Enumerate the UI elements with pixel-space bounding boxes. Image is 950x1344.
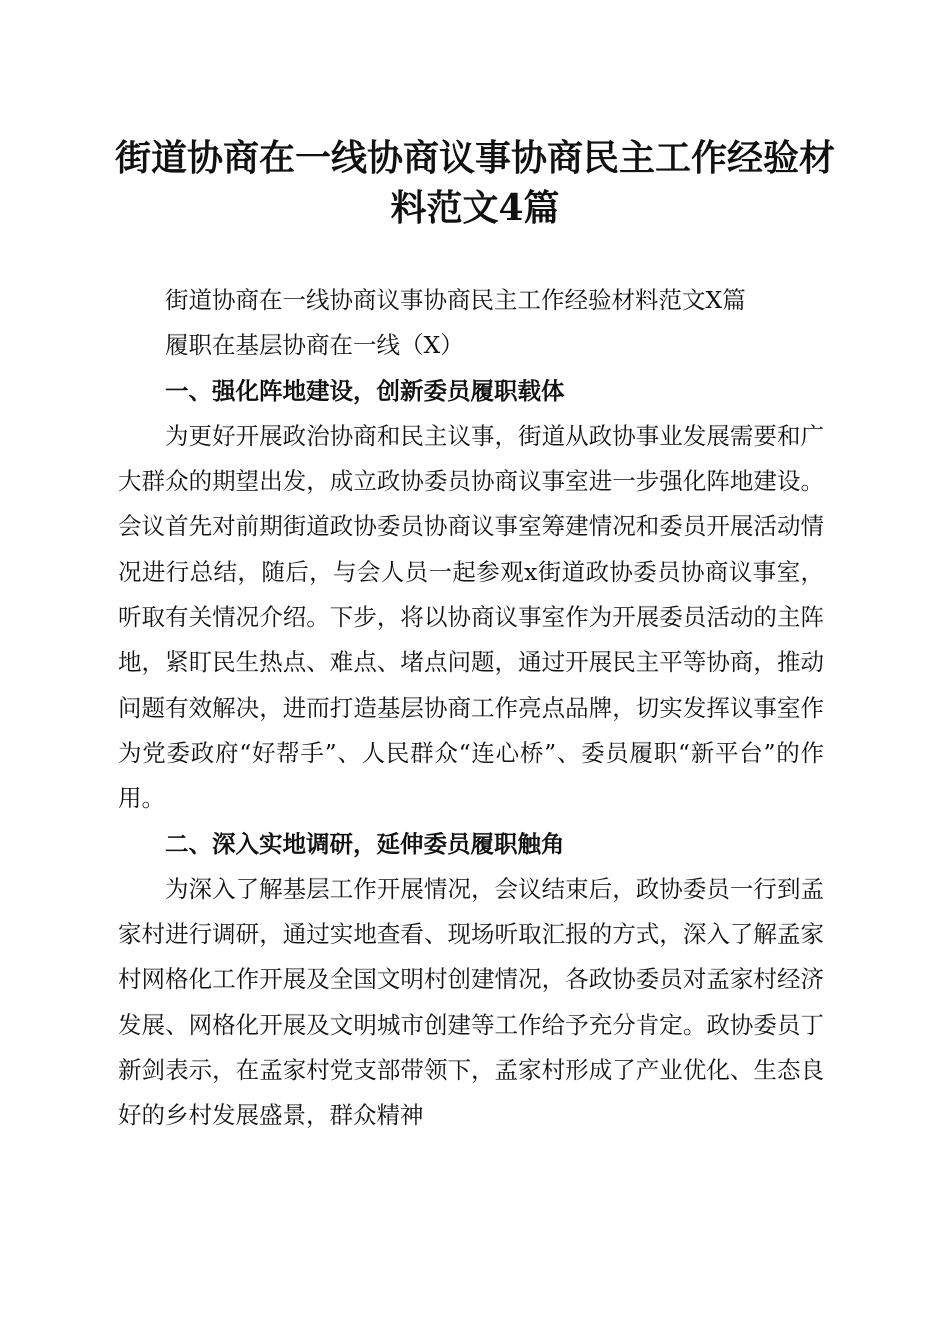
document-body — [118, 278, 824, 1139]
section-paragraph-2: 为深入了解基层工作开展情况，会议结束后，政协委员一行到孟家村进行调研，通过实地查看、现场听取汇报的方式，深入了解孟家村网格化工作开展及全国文明村创建情况，各政协委员对孟家村经济发展、网格化开展及文明城市创建等工作给予充分肯定。政协委员丁新剑表示，在孟家村党支部带领下，孟家村形成了产业优化、生态良好的乡村发展盛景，群众精神 — [118, 874, 824, 1130]
section-heading-2: 二、深入实地调研，延伸委员履职触角 — [165, 829, 565, 858]
document-subtitle: 街道协商在一线协商议事协商民主工作经验材料范文X篇 — [165, 286, 746, 314]
section-heading-1: 一、强化阵地建设，创新委员履职载体 — [165, 376, 565, 405]
document-title: 街道协商在一线协商议事协商民主工作经验材料范文4篇 — [114, 137, 835, 229]
section-label: 履职在基层协商在一线（X） — [165, 331, 464, 360]
section-paragraph-1: 为更好开展政治协商和民主议事，街道从政协事业发展需要和广大群众的期望出发，成立政协委员协商议事室进一步强化阵地建设。会议首先对前期街道政协委员协商议事室筹建情况和委员开展活动情况进行总结，随后，与会人员一起参观x街道政协委员协商议事室，听取有关情况介绍。下步，将以协商议事室作为开展委员活动的主阵地，紧盯民生热点、难点、堵点问题，通过开展民主平等协商，推动问题有效解决，进而打造基层协商工作亮点品牌，切实发挥议事室作为党委政府“好帮手”、人民群众“连心桥”、委员履职“新平台”的作用。 — [118, 421, 824, 813]
